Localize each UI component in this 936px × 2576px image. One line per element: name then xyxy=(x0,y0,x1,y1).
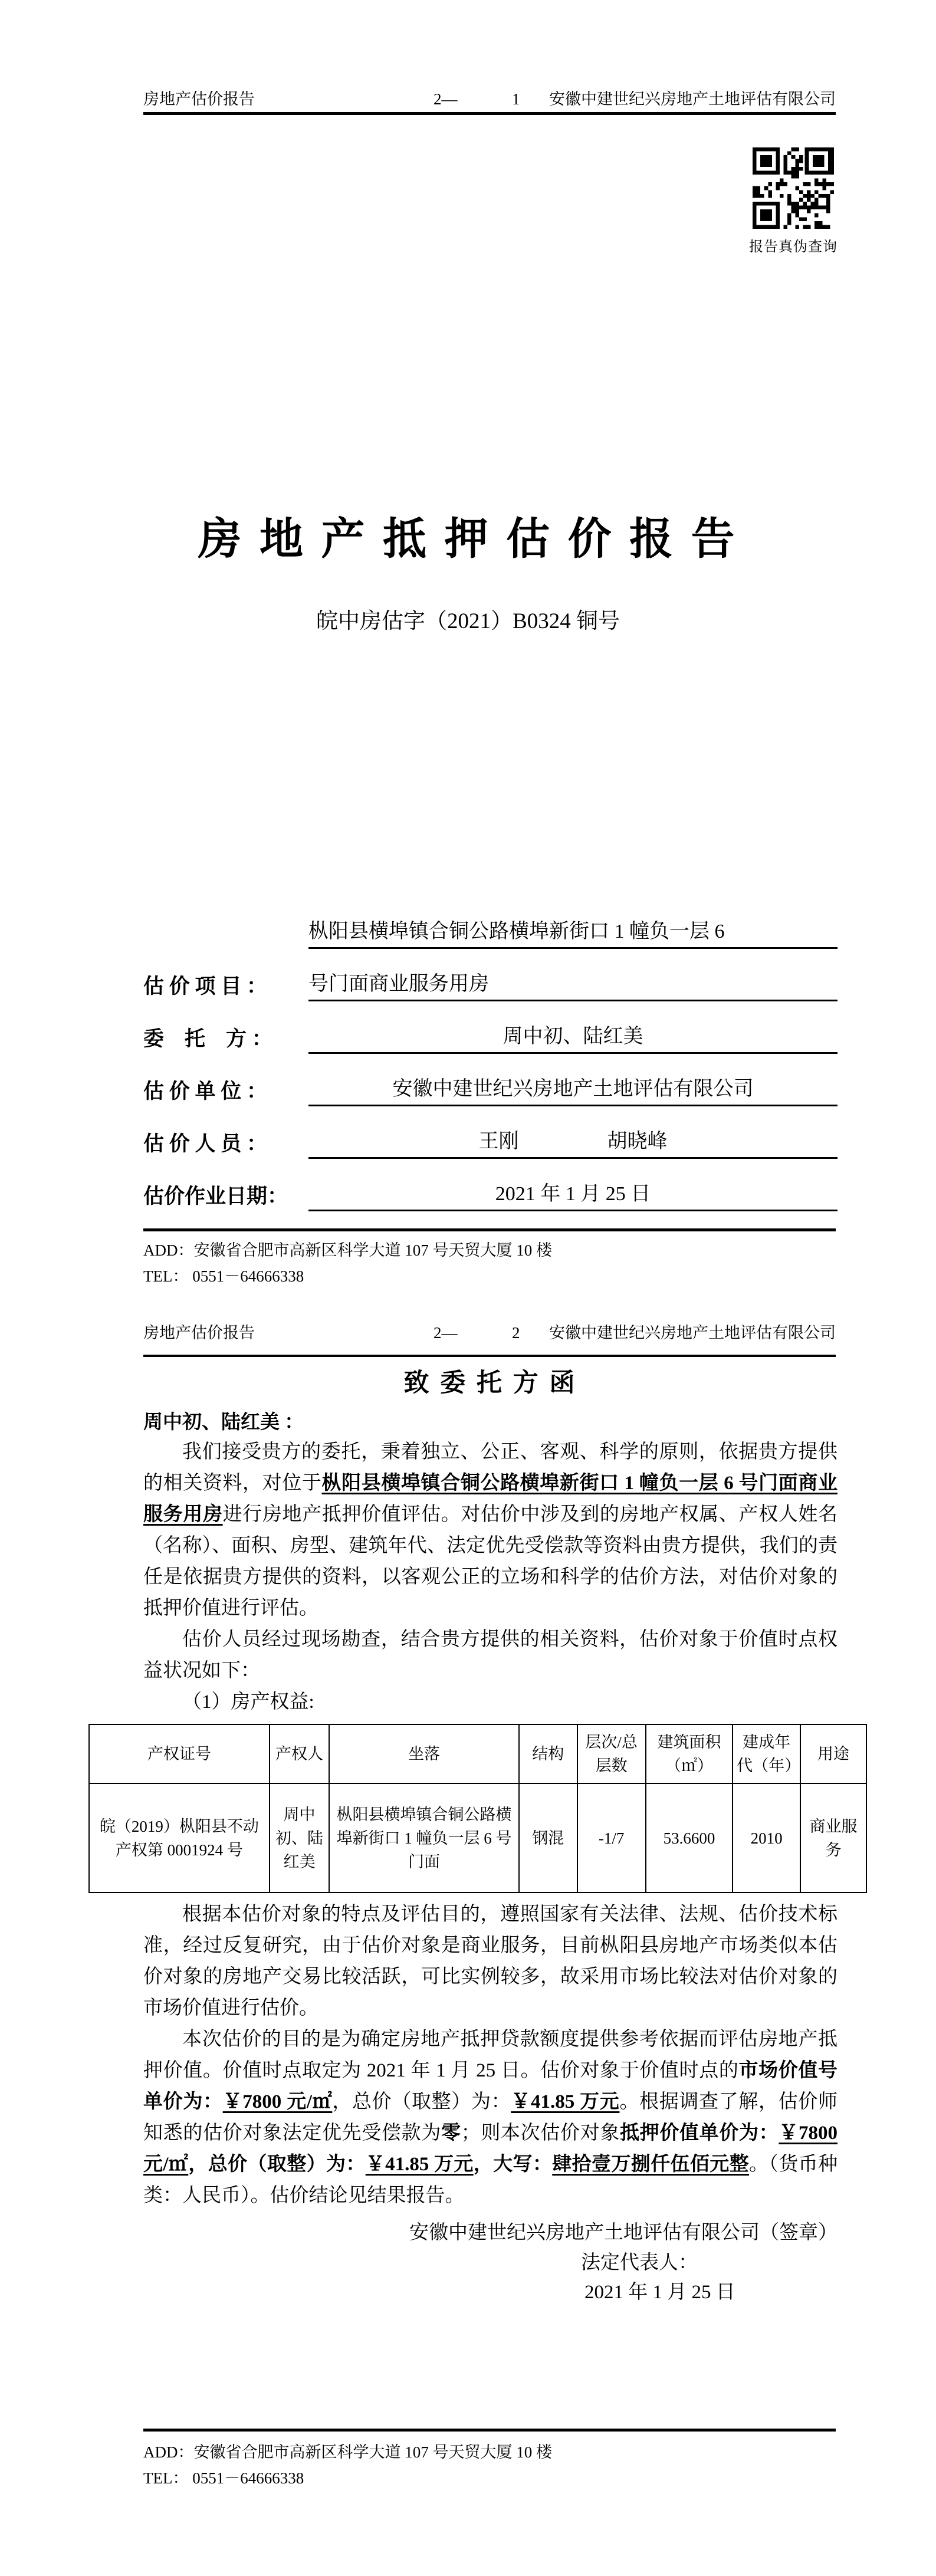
mortgage-total-price-value: ￥41.85 万元 xyxy=(365,2154,474,2175)
letter-paragraph-3: 根据本估价对象的特点及评估目的，遵照国家有关法律、法规、估价技术标准，经过反复研究，由于估价对象是商业服务，目前枞阳县房地产市场类似本估价对象的房地产交易比较活跃，可比实例较多，故采用市场比较法对估价对象的市场价值进行估价。 xyxy=(143,1904,838,2019)
footer-tel: TEL： 0551－64666338 xyxy=(143,2469,304,2487)
field-staff xyxy=(143,1128,838,1159)
priority-repayment-zero: 零 xyxy=(441,2122,461,2144)
letter-salutation: 周中初、陆红美 ： xyxy=(143,1412,304,1433)
mortgage-unit-price-value: ￥7800 元/㎡ xyxy=(143,2122,838,2175)
cell-cert-no: 皖（2019）枞阳县不动产权第 0001924 号 xyxy=(89,1783,270,1892)
cell-year: 2010 xyxy=(733,1783,800,1892)
para1-subject-underlined: 枞阳县横埠镇合铜公路横埠新街口 1 幢负一层 6 号门面商业服务用房 xyxy=(143,1473,838,1525)
cell-structure: 钢混 xyxy=(519,1783,577,1892)
para4-run11: ，总价（取整）为： xyxy=(188,2154,366,2175)
para4-run13: ，大写： xyxy=(473,2154,553,2175)
col-header-structure: 结构 xyxy=(519,1724,577,1783)
col-header-usage: 用途 xyxy=(800,1724,866,1783)
field-staff-value xyxy=(308,1128,838,1159)
running-header-company: 安徽中建世纪兴房地产土地评估有限公司 xyxy=(549,90,836,108)
qr-code-icon xyxy=(753,147,834,229)
page1-header-rule xyxy=(143,112,836,115)
field-agency-value: 安徽中建世纪兴房地产土地评估有限公司 xyxy=(308,1075,838,1106)
mortgage-unit-price-label: 抵押价值单价为： xyxy=(620,2122,779,2144)
field-date-label: 估价作业日期： xyxy=(143,1185,288,1208)
table-header-row xyxy=(89,1724,866,1783)
running-header-page-label: 2— xyxy=(433,90,458,108)
col-header-cert-no: 产权证号 xyxy=(89,1724,270,1783)
cell-usage: 商业服务 xyxy=(800,1783,866,1892)
table-data-row xyxy=(89,1783,866,1892)
letter-to-client xyxy=(99,1367,858,2307)
field-project xyxy=(143,918,838,1001)
letter-paragraph-2: 估价人员经过现场勘查，结合贵方提供的相关资料，估价对象于价值时点权益状况如下： xyxy=(143,1629,838,1681)
running-header-doc-type: 房地产估价报告 xyxy=(143,90,255,108)
running-header-doc-type: 房地产估价报告 xyxy=(143,1324,255,1342)
amount-in-words: 肆拾壹万捌仟伍佰元整 xyxy=(552,2154,750,2175)
field-client-value: 周中初、陆红美 xyxy=(308,1023,838,1054)
field-date-value: 2021 年 1 月 25 日 xyxy=(308,1180,838,1211)
para1-run1: 我们接受贵方的委托，秉着独立、公正、客观、科学的原则，依据贵方提供的相关资料，对位于 xyxy=(143,1441,838,1494)
para4-run4: ，总价（取整）为： xyxy=(332,2091,511,2112)
appraiser-name-2: 胡晓峰 xyxy=(607,1131,668,1152)
field-staff-label: 估 价 人 员 ： xyxy=(143,1132,268,1155)
para4-run8: ；则本次估价对象 xyxy=(461,2122,620,2144)
page2-running-header xyxy=(143,1322,836,1343)
field-client-label: 委 托 方 ： xyxy=(143,1027,272,1050)
running-header-company: 安徽中建世纪兴房地产土地评估有限公司 xyxy=(549,1324,836,1342)
property-rights-item-label: （1）房产权益: xyxy=(182,1691,314,1713)
para4-run1: 本次估价的目的是为确定房地产抵押贷款额度提供参考依据而评估房地产抵押价值。价值时点取定为 2021 年 1 月 25 日。估价对象于价值时点的 xyxy=(143,2029,838,2081)
qr-caption: 报告真伪查询 xyxy=(749,239,838,255)
running-header-page-number: 1 xyxy=(512,90,520,108)
property-rights-table xyxy=(88,1724,867,1893)
market-unit-price-label: 市场价值号单价为： xyxy=(143,2060,838,2112)
page1-running-header xyxy=(143,88,836,110)
letter-title: 致 委 托 方 函 xyxy=(403,1369,577,1397)
field-agency-label: 估 价 单 位 ： xyxy=(143,1080,268,1103)
field-client xyxy=(143,1023,838,1054)
footer-address: ADD：安徽省合肥市高新区科学大道 107 号天贸大厦 10 楼 xyxy=(143,2443,552,2461)
letter-paragraph-1 xyxy=(143,1437,838,1624)
cell-area: 53.6600 xyxy=(646,1783,733,1892)
signature-legal-rep: 法定代表人： xyxy=(581,2252,698,2273)
report-doc-number: 皖中房估字（2021）B0324 铜号 xyxy=(316,609,620,633)
report-main-title: 房 地 产 抵 押 估 价 报 告 xyxy=(198,515,738,564)
running-header-page-label: 2— xyxy=(433,1324,458,1342)
signature-date: 2021 年 1 月 25 日 xyxy=(584,2282,735,2303)
market-total-price-value: ￥41.85 万元 xyxy=(511,2091,620,2112)
footer-tel: TEL： 0551－64666338 xyxy=(143,1267,304,1285)
col-header-year: 建成年代（年） xyxy=(733,1724,800,1783)
field-date xyxy=(143,1180,838,1211)
para4-run15: 。（货币种类：人民币）。估价结论见结果报告。 xyxy=(143,2154,838,2206)
page1-footer-rule xyxy=(143,1228,836,1231)
signature-company: 安徽中建世纪兴房地产土地评估有限公司（签章） xyxy=(409,2222,838,2243)
field-project-value-line1: 枞阳县横埠镇合铜公路横埠新街口 1 幢负一层 6 xyxy=(308,918,838,949)
col-header-area: 建筑面积（㎡） xyxy=(646,1724,733,1783)
col-header-owner: 产权人 xyxy=(270,1724,329,1783)
appraiser-name-1: 王刚 xyxy=(478,1131,519,1152)
report-verification-block xyxy=(749,147,838,255)
para1-run3: 进行房地产抵押价值评估。对估价中涉及到的房地产权属、产权人姓名（名称）、面积、房型、建筑年代、法定优先受偿款等资料由贵方提供，我们的责任是依据贵方提供的资料，以客观公正的立场和科学的估价方法，对估价对象的抵押价值进行评估。 xyxy=(143,1504,838,1619)
footer-address: ADD：安徽省合肥市高新区科学大道 107 号天贸大厦 10 楼 xyxy=(143,1241,552,1259)
field-agency xyxy=(143,1075,838,1106)
page2-header-rule xyxy=(143,1355,836,1357)
cell-location: 枞阳县横埠镇合铜公路横埠新街口 1 幢负一层 6 号门面 xyxy=(329,1783,519,1892)
field-project-value-line2: 号门面商业服务用房 xyxy=(308,970,838,1001)
field-project-label: 估 价 项 目 ： xyxy=(143,975,268,998)
cell-owner: 周中初、陆红美 xyxy=(270,1783,329,1892)
market-unit-price-value: ￥7800 元/㎡ xyxy=(222,2091,333,2112)
running-header-page-number: 2 xyxy=(512,1324,520,1342)
col-header-floor: 层次/总层数 xyxy=(577,1724,646,1783)
cell-floor: -1/7 xyxy=(577,1783,646,1892)
letter-paragraph-4 xyxy=(143,2024,838,2212)
col-header-location: 坐落 xyxy=(329,1724,519,1783)
para4-run6: 。根据调查了解，估价师知悉的估价对象法定优先受偿款为 xyxy=(143,2091,838,2144)
cover-fields xyxy=(143,918,838,1233)
page1-footer xyxy=(143,1237,836,1289)
page2-footer xyxy=(143,2439,836,2491)
page2-footer-rule xyxy=(143,2429,836,2432)
